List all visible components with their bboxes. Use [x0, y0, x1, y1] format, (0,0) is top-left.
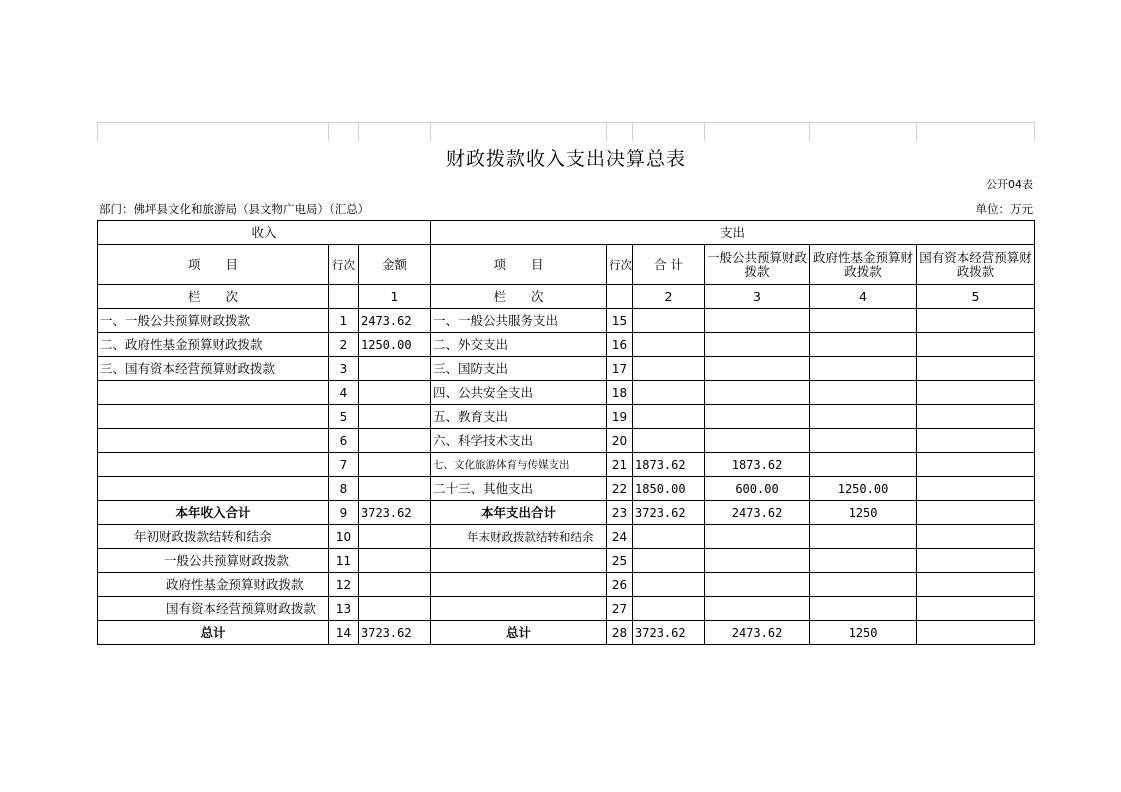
- income-row-number: 13: [329, 597, 359, 621]
- column-index-row: [98, 285, 1035, 309]
- fund-budget-cell: 1250: [810, 501, 917, 525]
- income-amount-cell: [359, 477, 431, 501]
- expense-row-number: 25: [607, 549, 633, 573]
- income-row-number: 10: [329, 525, 359, 549]
- expense-total-cell: [633, 405, 705, 429]
- income-item-cell: [98, 405, 329, 429]
- general-budget-cell: [705, 333, 810, 357]
- income-row-number: 4: [329, 381, 359, 405]
- income-amount-cell: [359, 549, 431, 573]
- table-row: [98, 333, 1035, 357]
- fund-budget-cell: 1250.00: [810, 477, 917, 501]
- expense-total-cell: [633, 597, 705, 621]
- header-row-columns: [98, 245, 1035, 285]
- expense-total-cell: [633, 525, 705, 549]
- amount-header: 金额: [359, 245, 431, 285]
- income-item-cell: 二、政府性基金预算财政拨款: [98, 333, 329, 357]
- expense-item-cell: 四、公共安全支出: [431, 381, 607, 405]
- expense-item-cell: [431, 549, 607, 573]
- state-capital-cell: [917, 429, 1035, 453]
- general-budget-cell: [705, 357, 810, 381]
- table-row: [98, 381, 1035, 405]
- expense-total-cell: [633, 573, 705, 597]
- expense-item-cell: 一、一般公共服务支出: [431, 309, 607, 333]
- income-row-number: 6: [329, 429, 359, 453]
- spreadsheet-grid-strip: [97, 122, 1035, 140]
- income-item-header: 项 目: [98, 245, 329, 285]
- income-item-cell: 国有资本经营预算财政拨款: [98, 597, 329, 621]
- income-row-number: 5: [329, 405, 359, 429]
- expense-row-number: 17: [607, 357, 633, 381]
- expense-row-number: 21: [607, 453, 633, 477]
- column-index-empty: [329, 285, 359, 309]
- expense-item-cell: 二、外交支出: [431, 333, 607, 357]
- table-row: [98, 309, 1035, 333]
- expense-item-header: 项 目: [431, 245, 607, 285]
- expense-total-cell: [633, 429, 705, 453]
- expense-row-number: 15: [607, 309, 633, 333]
- income-item-cell: 三、国有资本经营预算财政拨款: [98, 357, 329, 381]
- table-row: [98, 405, 1035, 429]
- expense-row-number: 16: [607, 333, 633, 357]
- income-row-number: 11: [329, 549, 359, 573]
- income-amount-cell: [359, 357, 431, 381]
- expense-item-cell: 年末财政拨款结转和结余: [431, 525, 607, 549]
- fund-budget-cell: [810, 309, 917, 333]
- income-row-number: 1: [329, 309, 359, 333]
- table-row: [98, 549, 1035, 573]
- income-row-number: 7: [329, 453, 359, 477]
- expense-total-cell: [633, 357, 705, 381]
- general-budget-cell: 2473.62: [705, 501, 810, 525]
- income-item-cell: 总计: [98, 621, 329, 645]
- fund-budget-cell: [810, 525, 917, 549]
- column-index-4: 4: [810, 285, 917, 309]
- state-capital-cell: [917, 597, 1035, 621]
- income-item-cell: [98, 453, 329, 477]
- general-budget-cell: 2473.62: [705, 621, 810, 645]
- header-row-groups: [98, 221, 1035, 245]
- income-header: 收入: [98, 221, 431, 245]
- column-index-2: 2: [633, 285, 705, 309]
- state-capital-cell: [917, 333, 1035, 357]
- general-budget-cell: [705, 405, 810, 429]
- income-amount-cell: [359, 525, 431, 549]
- fund-budget-header: 政府性基金预算财政拨款: [810, 245, 917, 285]
- general-budget-cell: [705, 549, 810, 573]
- expense-item-cell: 总计: [431, 621, 607, 645]
- expense-item-cell: [431, 573, 607, 597]
- table-row: [98, 453, 1035, 477]
- column-label: 栏 次: [98, 285, 329, 309]
- table-row: [98, 621, 1035, 645]
- income-amount-cell: 2473.62: [359, 309, 431, 333]
- table-row: [98, 429, 1035, 453]
- income-amount-cell: 1250.00: [359, 333, 431, 357]
- expense-row-number: 27: [607, 597, 633, 621]
- income-rowno-header: 行次: [329, 245, 359, 285]
- income-item-cell: 年初财政拨款结转和结余: [98, 525, 329, 549]
- state-capital-header: 国有资本经营预算财政拨款: [917, 245, 1035, 285]
- income-amount-cell: [359, 597, 431, 621]
- expense-total-cell: 3723.62: [633, 501, 705, 525]
- column-index-1: 1: [359, 285, 431, 309]
- expense-total-cell: 1873.62: [633, 453, 705, 477]
- fund-budget-cell: [810, 357, 917, 381]
- fund-budget-cell: [810, 453, 917, 477]
- column-index-5: 5: [917, 285, 1035, 309]
- expense-total-cell: 3723.62: [633, 621, 705, 645]
- income-row-number: 2: [329, 333, 359, 357]
- general-budget-header: 一般公共预算财政拨款: [705, 245, 810, 285]
- table-row: [98, 357, 1035, 381]
- income-item-cell: [98, 429, 329, 453]
- expense-total-cell: [633, 381, 705, 405]
- state-capital-cell: [917, 477, 1035, 501]
- income-amount-cell: 3723.62: [359, 621, 431, 645]
- income-item-cell: 一、一般公共预算财政拨款: [98, 309, 329, 333]
- fund-budget-cell: [810, 429, 917, 453]
- general-budget-cell: [705, 429, 810, 453]
- income-amount-cell: [359, 429, 431, 453]
- fund-budget-cell: [810, 597, 917, 621]
- general-budget-cell: [705, 573, 810, 597]
- income-item-cell: [98, 477, 329, 501]
- unit-label: 单位：万元: [975, 202, 1033, 216]
- report-title: 财政拨款收入支出决算总表: [445, 148, 686, 170]
- expense-row-number: 18: [607, 381, 633, 405]
- table-row: [98, 525, 1035, 549]
- fund-budget-cell: 1250: [810, 621, 917, 645]
- expense-row-number: 20: [607, 429, 633, 453]
- expense-row-number: 28: [607, 621, 633, 645]
- state-capital-cell: [917, 525, 1035, 549]
- state-capital-cell: [917, 381, 1035, 405]
- expense-item-cell: 六、科学技术支出: [431, 429, 607, 453]
- fund-budget-cell: [810, 549, 917, 573]
- income-amount-cell: [359, 381, 431, 405]
- income-row-number: 14: [329, 621, 359, 645]
- expense-item-cell: [431, 597, 607, 621]
- income-item-cell: [98, 381, 329, 405]
- table-row: [98, 477, 1035, 501]
- general-budget-cell: [705, 309, 810, 333]
- income-amount-cell: [359, 405, 431, 429]
- total-header: 合 计: [633, 245, 705, 285]
- state-capital-cell: [917, 309, 1035, 333]
- income-amount-cell: [359, 453, 431, 477]
- column-index-3: 3: [705, 285, 810, 309]
- general-budget-cell: [705, 525, 810, 549]
- income-amount-cell: [359, 573, 431, 597]
- expense-row-number: 22: [607, 477, 633, 501]
- state-capital-cell: [917, 549, 1035, 573]
- income-item-cell: 本年收入合计: [98, 501, 329, 525]
- state-capital-cell: [917, 453, 1035, 477]
- general-budget-cell: [705, 597, 810, 621]
- expense-row-number: 24: [607, 525, 633, 549]
- general-budget-cell: 1873.62: [705, 453, 810, 477]
- table-row: [98, 573, 1035, 597]
- general-budget-cell: 600.00: [705, 477, 810, 501]
- expense-row-number: 19: [607, 405, 633, 429]
- table-row: [98, 597, 1035, 621]
- column-index-empty: [607, 285, 633, 309]
- income-row-number: 3: [329, 357, 359, 381]
- general-budget-cell: [705, 381, 810, 405]
- income-row-number: 12: [329, 573, 359, 597]
- expense-item-cell: 五、教育支出: [431, 405, 607, 429]
- expense-total-cell: [633, 309, 705, 333]
- table-row: [98, 501, 1035, 525]
- state-capital-cell: [917, 573, 1035, 597]
- department-label: 部门：佛坪县文化和旅游局（县文物广电局）（汇总）: [99, 202, 370, 216]
- expense-row-number: 26: [607, 573, 633, 597]
- fund-budget-cell: [810, 573, 917, 597]
- fund-budget-cell: [810, 333, 917, 357]
- expense-header: 支出: [431, 221, 1035, 245]
- income-amount-cell: 3723.62: [359, 501, 431, 525]
- state-capital-cell: [917, 357, 1035, 381]
- form-code: 公开04表: [986, 178, 1033, 191]
- fund-budget-cell: [810, 381, 917, 405]
- expense-total-cell: 1850.00: [633, 477, 705, 501]
- state-capital-cell: [917, 501, 1035, 525]
- income-row-number: 8: [329, 477, 359, 501]
- expense-total-cell: [633, 333, 705, 357]
- fund-budget-cell: [810, 405, 917, 429]
- expense-item-cell: 本年支出合计: [431, 501, 607, 525]
- finance-table: [97, 220, 1035, 645]
- state-capital-cell: [917, 621, 1035, 645]
- expense-item-cell: 七、文化旅游体育与传媒支出: [431, 453, 607, 477]
- expense-item-cell: 二十三、其他支出: [431, 477, 607, 501]
- income-item-cell: 政府性基金预算财政拨款: [98, 573, 329, 597]
- income-row-number: 9: [329, 501, 359, 525]
- column-label: 栏 次: [431, 285, 607, 309]
- expense-rowno-header: 行次: [607, 245, 633, 285]
- expense-row-number: 23: [607, 501, 633, 525]
- expense-total-cell: [633, 549, 705, 573]
- expense-item-cell: 三、国防支出: [431, 357, 607, 381]
- state-capital-cell: [917, 405, 1035, 429]
- income-item-cell: 一般公共预算财政拨款: [98, 549, 329, 573]
